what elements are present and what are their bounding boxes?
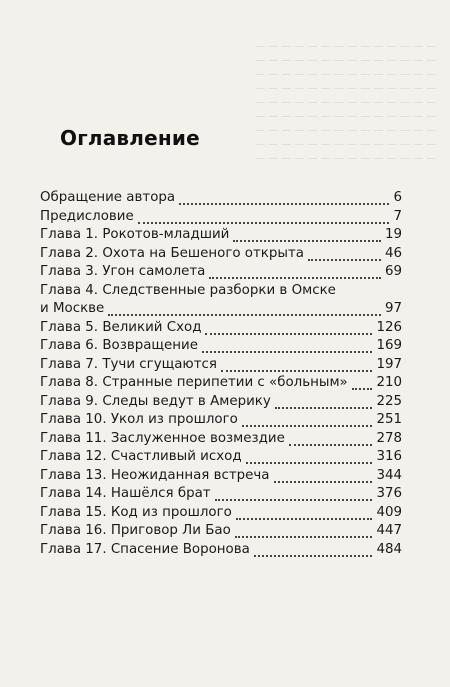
toc-entry [40, 374, 402, 393]
toc-page-number: 210 [376, 375, 402, 390]
dot-leader [205, 329, 372, 335]
table-of-contents [40, 189, 402, 559]
toc-entry-label: Глава 15. Код из прошлого [40, 504, 232, 520]
dot-leader [233, 236, 381, 242]
toc-entry-label: Глава 17. Спасение Воронова [40, 541, 250, 557]
toc-entry [40, 467, 402, 486]
toc-page-number: 69 [384, 264, 402, 279]
toc-entry [40, 208, 402, 227]
toc-page-number: 278 [376, 430, 402, 446]
toc-page-number: 97 [384, 301, 402, 316]
toc-page-number: 376 [376, 486, 402, 501]
dot-leader [215, 495, 373, 501]
toc-entry-label: Глава 2. Охота на Бешеного открыта [40, 245, 304, 261]
dot-leader [221, 366, 373, 372]
toc-entry [40, 485, 402, 504]
toc-page-number: 251 [376, 412, 402, 427]
toc-entry [40, 522, 402, 541]
toc-page-number: 447 [376, 523, 402, 538]
bleed-through-text: — — — — — — — — — — — — — — — — — — — — — — — — — — — — — — — — — — — — — — — — — — — — — — — — — — — — — — — — — — — — — — — — — — — — — — — — — — — — — — — — — — — — — — — — — — — — — — — — — — — — — — — — — — — — — — — — — — — — — — — — — — — — — — [255, 41, 437, 164]
toc-entry [40, 226, 402, 245]
toc-entry-label: Глава 10. Укол из прошлого [40, 412, 238, 427]
toc-page-number: 197 [376, 356, 402, 372]
dot-leader [202, 347, 372, 353]
toc-entry [40, 356, 402, 375]
toc-page-number: 409 [376, 504, 402, 520]
toc-entry-label: Глава 3. Угон самолета [40, 264, 206, 279]
dot-leader [138, 218, 390, 224]
toc-entry-label: Глава 6. Возвращение [40, 338, 198, 353]
page-title: Оглавление [60, 126, 200, 150]
toc-entry-label: Глава 8. Странные перипетии с «больным» [40, 375, 348, 390]
toc-page-number: 316 [376, 449, 402, 464]
toc-entry [40, 189, 402, 208]
toc-entry [40, 282, 402, 301]
toc-entry [40, 448, 402, 467]
toc-entry-label: Глава 9. Следы ведут в Америку [40, 393, 271, 409]
toc-entry-label: Глава 1. Рокотов-младший [40, 227, 230, 242]
toc-page-number: 225 [376, 393, 402, 409]
toc-entry-label: Обращение автора [40, 190, 176, 205]
toc-page-number: 46 [384, 245, 402, 261]
toc-entry [40, 337, 402, 356]
dot-leader [246, 458, 373, 464]
dot-leader [179, 199, 389, 205]
toc-page-number: 484 [376, 541, 402, 557]
toc-entry-continuation [40, 300, 402, 319]
toc-entry-label: Глава 5. Великий Сход [40, 319, 202, 335]
toc-page-number: 6 [393, 190, 402, 205]
toc-entry [40, 245, 402, 264]
toc-entry [40, 541, 402, 560]
toc-page-number: 19 [384, 227, 402, 242]
toc-entry-label: Глава 16. Приговор Ли Бао [40, 523, 231, 538]
toc-page-number: 126 [376, 319, 402, 335]
running-header [10, 10, 440, 24]
toc-page-number: 7 [393, 208, 402, 224]
dot-leader [108, 310, 381, 316]
toc-entry-label: Глава 12. Счастливый исход [40, 449, 242, 464]
toc-entry [40, 393, 402, 412]
dot-leader [235, 532, 373, 538]
toc-entry-label: Глава 11. Заслуженное возмездие [40, 430, 285, 446]
toc-page-number: 344 [376, 467, 402, 483]
toc-entry-label-continued: и Москве [40, 301, 105, 316]
toc-entry [40, 430, 402, 449]
toc-entry [40, 319, 402, 338]
dot-leader [275, 403, 373, 409]
toc-entry [40, 263, 402, 282]
dot-leader [242, 421, 373, 427]
dot-leader [352, 384, 373, 390]
dot-leader [209, 273, 381, 279]
toc-entry-label: Предисловие [40, 208, 134, 224]
toc-entry-label: Глава 7. Тучи сгущаются [40, 356, 217, 372]
dot-leader [274, 477, 373, 483]
dot-leader [289, 440, 373, 446]
dot-leader [308, 255, 381, 261]
toc-entry-label: Глава 4. Следственные разборки в Омске [40, 282, 336, 298]
toc-entry-label: Глава 14. Нашёлся брат [40, 486, 211, 501]
toc-entry-label: Глава 13. Неожиданная встреча [40, 467, 270, 483]
toc-page-number: 169 [376, 338, 402, 353]
toc-entry [40, 411, 402, 430]
toc-entry [40, 504, 402, 523]
dot-leader [236, 514, 373, 520]
dot-leader [254, 551, 373, 557]
